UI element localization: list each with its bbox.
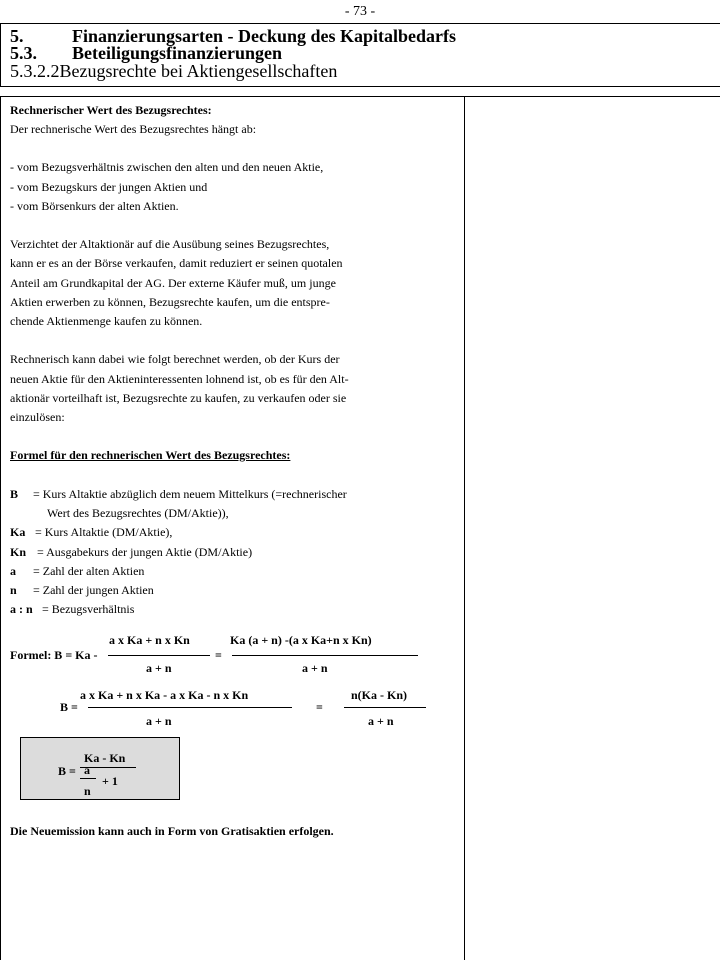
definition-symbol: Ka bbox=[10, 525, 26, 539]
bullet-item: - vom Bezugskurs der jungen Aktien und bbox=[10, 180, 208, 194]
page-number: - 73 - bbox=[344, 4, 376, 19]
formula-2-numerator-right: n(Ka - Kn) bbox=[351, 688, 408, 702]
paragraph-2-line: einzulösen: bbox=[10, 410, 65, 424]
closing-note: Die Neuemission kann auch in Form von Gratisaktien erfolgen. bbox=[10, 824, 334, 838]
result-inner-fraction-bar bbox=[80, 778, 96, 779]
paragraph-1-line: chende Aktienmenge kaufen zu können. bbox=[10, 314, 203, 328]
paragraph-1-line: Anteil am Grundkapital der AG. Der externe Käufer muß, um junge bbox=[10, 276, 336, 290]
column-divider bbox=[464, 96, 465, 960]
definition-text: = Kurs Altaktie (DM/Aktie), bbox=[35, 525, 173, 539]
formula-2-numerator-left: a x Ka + n x Ka - a x Ka - n x Kn bbox=[80, 688, 249, 702]
definition-symbol: B bbox=[10, 487, 19, 501]
formula-1-equals: = bbox=[215, 648, 222, 662]
heading-3-number: 5.3.2.2 bbox=[10, 61, 60, 81]
heading-level-3 bbox=[10, 62, 337, 80]
formula-2-fraction-bar-right bbox=[344, 707, 426, 708]
intro-text: Der rechnerische Wert des Bezugsrechtes hängt ab: bbox=[10, 122, 257, 136]
paragraph-1-line: kann er es an der Börse verkaufen, damit reduziert er seinen quotalen bbox=[10, 256, 343, 270]
heading-level-2 bbox=[10, 44, 282, 62]
formula-2-denominator-left: a + n bbox=[146, 714, 172, 728]
definition-text: = Kurs Altaktie abzüglich dem neuem Mittelkurs (=rechnerischer bbox=[33, 487, 347, 501]
result-numerator: Ka - Kn bbox=[84, 751, 126, 765]
formula-2-fraction-bar-left bbox=[88, 707, 292, 708]
definition-symbol: a bbox=[10, 564, 16, 578]
formula-heading: Formel für den rechnerischen Wert des Bezugsrechtes: bbox=[10, 448, 291, 462]
definition-symbol: Kn bbox=[10, 545, 27, 559]
heading-3-title: Bezugsrechte bei Aktiengesellschaften bbox=[59, 61, 338, 81]
definition-text: = Zahl der jungen Aktien bbox=[33, 583, 154, 597]
result-denominator-plus: + 1 bbox=[102, 774, 118, 788]
paragraph-2-line: neuen Aktie für den Aktieninteressenten lohnend ist, ob es für den Alt- bbox=[10, 372, 349, 386]
formula-1-fraction-bar-right bbox=[232, 655, 418, 656]
definition-text: = Bezugsverhältnis bbox=[42, 602, 135, 616]
heading-2-number: 5.3. bbox=[10, 43, 37, 63]
heading-1-number: 5. bbox=[10, 26, 24, 46]
result-denominator-a: a bbox=[84, 763, 90, 777]
definition-text: Wert des Bezugsrechtes (DM/Aktie)), bbox=[47, 506, 229, 520]
formula-1-numerator-right: Ka (a + n) -(a x Ka+n x Kn) bbox=[230, 633, 372, 647]
formula-1-fraction-bar-left bbox=[108, 655, 210, 656]
heading-2-title: Beteiligungsfinanzierungen bbox=[72, 43, 283, 63]
formula-1-denominator-right: a + n bbox=[302, 661, 328, 675]
bullet-item: - vom Bezugsverhältnis zwischen den alten und den neuen Aktie, bbox=[10, 160, 324, 174]
paragraph-2-line: aktionär vorteilhaft ist, Bezugsrechte zu kaufen, zu verkaufen oder sie bbox=[10, 391, 347, 405]
paragraph-1-line: Aktien erwerben zu können, Bezugsrechte kaufen, um die entspre- bbox=[10, 295, 330, 309]
definition-symbol: n bbox=[10, 583, 17, 597]
definition-text: = Zahl der alten Aktien bbox=[33, 564, 145, 578]
paragraph-2-line: Rechnerisch kann dabei wie folgt berechnet werden, ob der Kurs der bbox=[10, 352, 340, 366]
definition-text: = Ausgabekurs der jungen Aktie (DM/Aktie) bbox=[37, 545, 253, 559]
result-formula-box bbox=[20, 737, 180, 800]
result-label: B = bbox=[58, 764, 76, 778]
heading-1-title: Finanzierungsarten - Deckung des Kapitalbedarfs bbox=[72, 26, 457, 46]
paragraph-1-line: Verzichtet der Altaktionär auf die Ausübung seines Bezugsrechtes, bbox=[10, 237, 330, 251]
formula-1-denominator-left: a + n bbox=[146, 661, 172, 675]
bullet-item: - vom Börsenkurs der alten Aktien. bbox=[10, 199, 179, 213]
result-denominator-n: n bbox=[84, 784, 91, 798]
formula-2-denominator-right: a + n bbox=[368, 714, 394, 728]
formula-2-equals: = bbox=[316, 700, 323, 714]
section-title: Rechnerischer Wert des Bezugsrechtes: bbox=[10, 103, 212, 117]
formula-1-label: Formel: B = Ka - bbox=[10, 648, 98, 662]
formula-1-numerator-left: a x Ka + n x Kn bbox=[109, 633, 190, 647]
formula-2-label: B = bbox=[60, 700, 78, 714]
definition-symbol: a : n bbox=[10, 602, 33, 616]
